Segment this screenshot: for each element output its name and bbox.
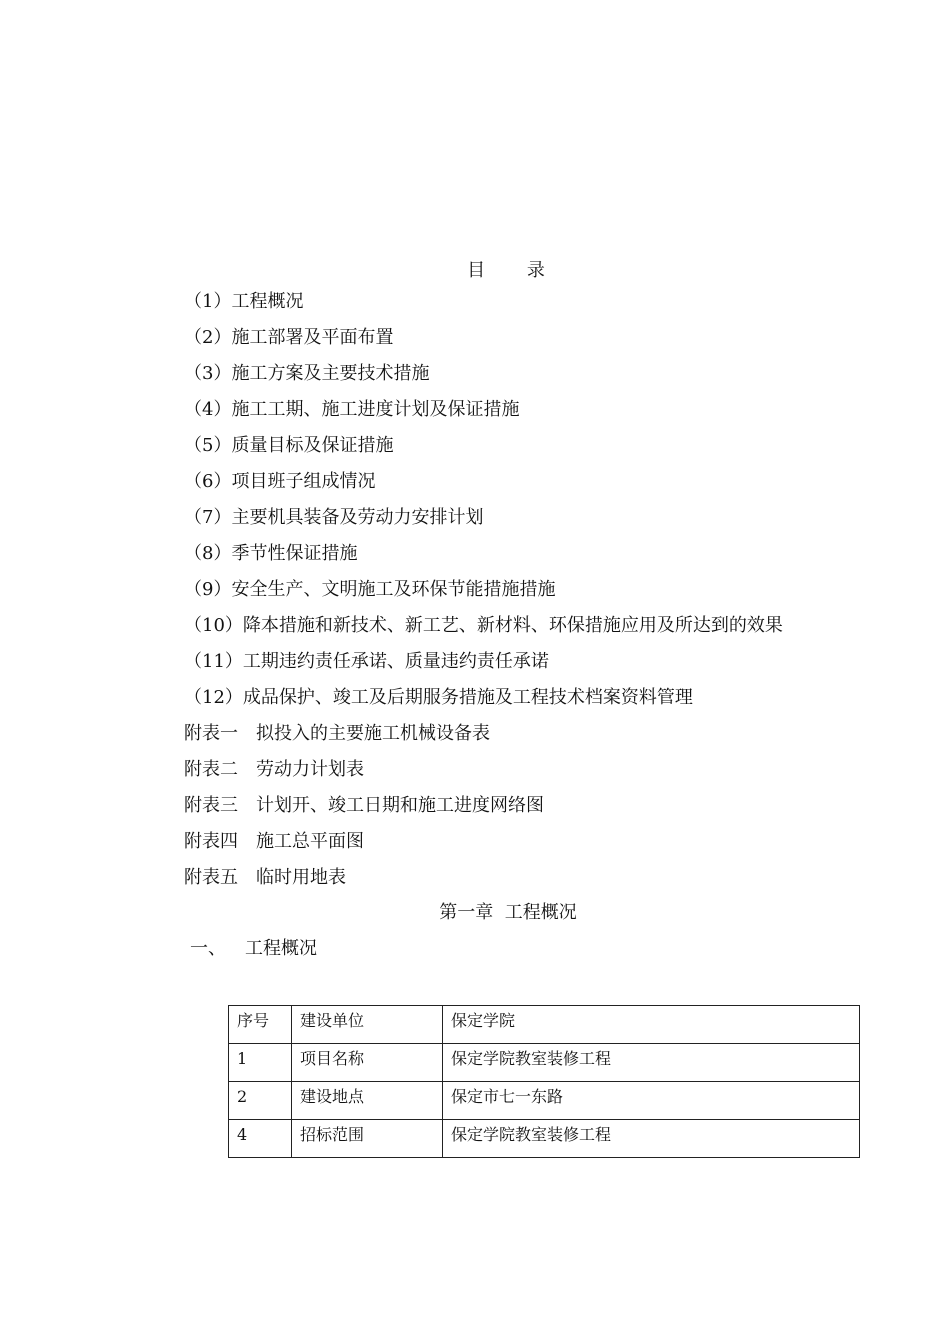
table-cell: 2 [229, 1082, 292, 1120]
project-info-table [228, 1005, 860, 1158]
table-row [229, 1120, 860, 1158]
toc-item [184, 540, 783, 576]
table-cell: 建设地点 [292, 1082, 443, 1120]
toc-item-number: （7） [184, 507, 232, 528]
toc-item [184, 324, 783, 360]
toc-item-text: 季节性保证措施 [231, 543, 358, 564]
table-cell: 建设单位 [292, 1006, 443, 1044]
toc-item [184, 648, 783, 684]
table-row [229, 1044, 860, 1082]
table-row [229, 1006, 860, 1044]
toc-item-text: 主要机具装备及劳动力安排计划 [231, 507, 484, 528]
toc-appendix-text: 计划开、竣工日期和施工进度网络图 [256, 795, 544, 816]
table-cell: 保定市七一东路 [443, 1082, 860, 1120]
toc-appendix-item [184, 864, 783, 900]
toc-item-text: 工期违约责任承诺、质量违约责任承诺 [242, 651, 549, 672]
toc-appendix-label: 附表五 [184, 867, 238, 888]
section-title: 工程概况 [245, 938, 317, 959]
toc-item-number: （6） [184, 471, 232, 492]
toc-item-text: 工程概况 [231, 291, 304, 312]
table-row [229, 1082, 860, 1120]
toc-item-number: （10） [184, 615, 243, 636]
toc-item [184, 612, 783, 648]
toc-item-text: 施工方案及主要技术措施 [231, 363, 430, 384]
toc-appendix-label: 附表一 [184, 723, 238, 744]
section-number: 一、 [190, 938, 226, 959]
toc-item [184, 396, 783, 432]
toc-item-number: （12） [184, 687, 243, 708]
toc-item [184, 468, 783, 504]
toc-appendix-text: 拟投入的主要施工机械设备表 [256, 723, 490, 744]
toc-item-number: （3） [184, 363, 232, 384]
toc-item [184, 576, 783, 612]
toc-appendix-text: 临时用地表 [256, 867, 346, 888]
toc-list [184, 288, 783, 900]
toc-appendix-text: 施工总平面图 [256, 831, 364, 852]
toc-item-text: 施工部署及平面布置 [231, 327, 394, 348]
toc-appendix-label: 附表二 [184, 759, 238, 780]
toc-item-text: 成品保护、竣工及后期服务措施及工程技术档案资料管理 [242, 687, 693, 708]
toc-item-number: （8） [184, 543, 232, 564]
table-cell: 项目名称 [292, 1044, 443, 1082]
toc-item-number: （2） [184, 327, 232, 348]
section-heading [190, 934, 317, 960]
toc-item [184, 360, 783, 396]
table-cell: 招标范围 [292, 1120, 443, 1158]
toc-appendix-item [184, 756, 783, 792]
chapter-title: 第一章 工程概况 [439, 902, 577, 923]
toc-appendix-label: 附表四 [184, 831, 238, 852]
table-cell: 4 [229, 1120, 292, 1158]
toc-item [184, 504, 783, 540]
toc-appendix-item [184, 828, 783, 864]
toc-item-number: （1） [184, 291, 232, 312]
toc-item-number: （9） [184, 579, 232, 600]
toc-item-text: 降本措施和新技术、新工艺、新材料、环保措施应用及所达到的效果 [242, 615, 783, 636]
toc-item-text: 质量目标及保证措施 [231, 435, 394, 456]
table-cell: 保定学院教室装修工程 [443, 1044, 860, 1082]
toc-item-number: （11） [184, 651, 243, 672]
table-cell: 序号 [229, 1006, 292, 1044]
table-cell: 保定学院 [443, 1006, 860, 1044]
table-cell: 1 [229, 1044, 292, 1082]
toc-item [184, 432, 783, 468]
toc-item [184, 288, 783, 324]
toc-title: 目 录 [467, 260, 563, 281]
toc-item-number: （5） [184, 435, 232, 456]
table-cell: 保定学院教室装修工程 [443, 1120, 860, 1158]
toc-item-text: 项目班子组成情况 [231, 471, 376, 492]
toc-item-number: （4） [184, 399, 232, 420]
toc-item [184, 684, 783, 720]
toc-item-text: 施工工期、施工进度计划及保证措施 [231, 399, 520, 420]
toc-appendix-item [184, 720, 783, 756]
toc-item-text: 安全生产、文明施工及环保节能措施措施 [231, 579, 556, 600]
toc-appendix-item [184, 792, 783, 828]
toc-appendix-label: 附表三 [184, 795, 238, 816]
toc-appendix-text: 劳动力计划表 [256, 759, 364, 780]
